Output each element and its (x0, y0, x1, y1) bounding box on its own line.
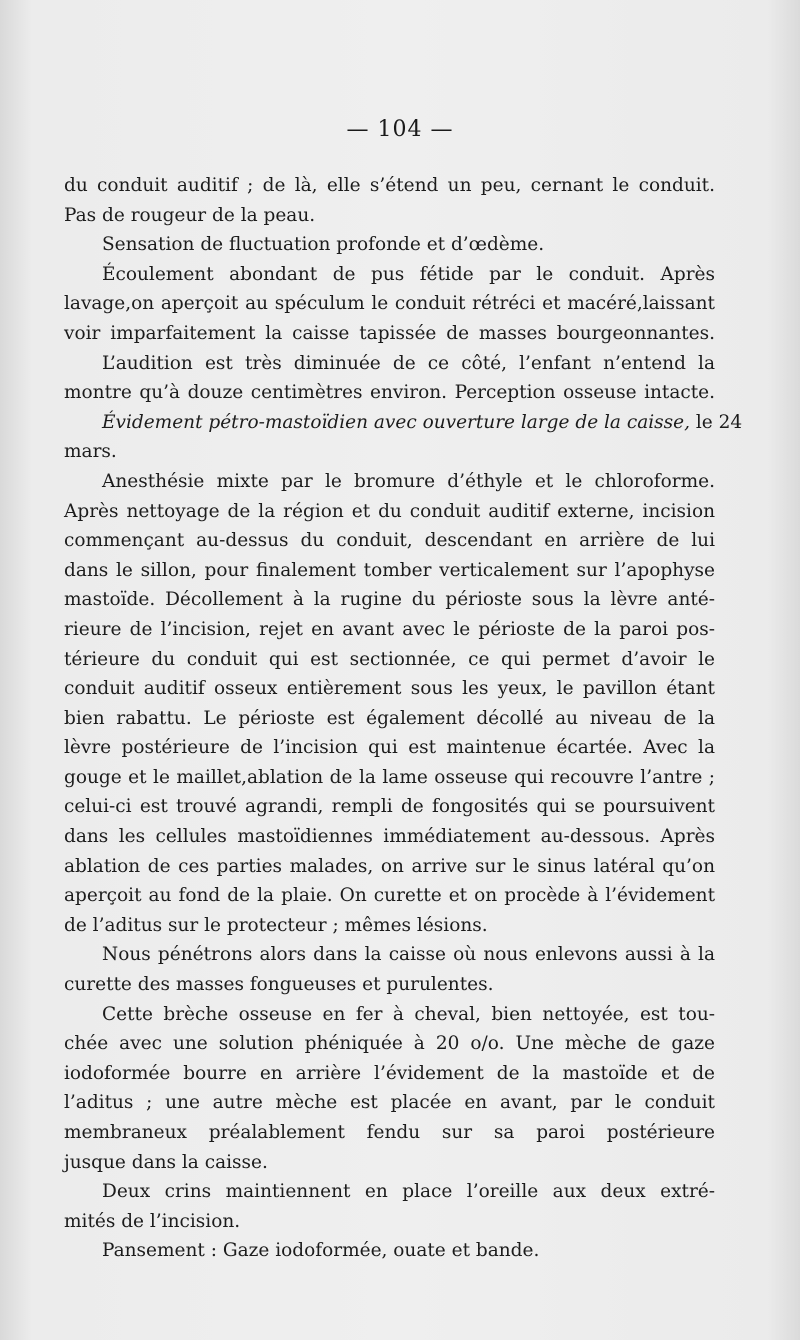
text-line: lèvre postérieure de l’incision qui est maintenue écartée. Avec la (64, 737, 715, 759)
text-line: mars. (64, 441, 117, 463)
text-line: Cette brèche osseuse en fer à cheval, bien nettoyée, est tou- (102, 1003, 715, 1025)
text-line: bien rabattu. Le périoste est également décollé au niveau de la (64, 707, 715, 729)
text-line: Anesthésie mixte par le bromure d’éthyle et le chloroforme. (102, 470, 715, 492)
text-line: mités de l’incision. (64, 1210, 241, 1232)
italic-text: Évidement pétro-mastoïdien avec ouverture large de la caisse, (102, 411, 690, 433)
text-line: Sensation de fluctuation profonde et d’œdème. (102, 234, 545, 256)
text-line: Nous pénétrons alors dans la caisse où nous enlevons aussi à la (102, 944, 715, 966)
text-span: le 24 (689, 411, 743, 433)
text-line: aperçoit au fond de la plaie. On curette et on procède à l’évidement (64, 885, 715, 907)
text-line: conduit auditif osseux entièrement sous les yeux, le pavillon étant (64, 678, 715, 700)
text-line: gouge et le maillet,ablation de la lame osseuse qui recouvre l’antre ; (64, 766, 715, 788)
text-line: du conduit auditif ; de là, elle s’étend un peu, cernant le conduit. (64, 175, 715, 196)
text-line: Écoulement abondant de pus fétide par le conduit. Après (102, 263, 715, 285)
text-line: Après nettoyage de la région et du conduit auditif externe, incision (64, 500, 715, 522)
text-line: lavage,on aperçoit au spéculum le conduit rétréci et macéré,laissant (64, 293, 715, 315)
text-line: mastoïde. Décollement à la rugine du périoste sous la lèvre anté- (64, 589, 715, 611)
text-line: l’aditus ; une autre mèche est placée en avant, par le conduit (64, 1092, 715, 1114)
body-text (64, 171, 743, 1266)
text-line: celui-ci est trouvé agrandi, rempli de fongosités qui se poursuivent (64, 796, 715, 818)
text-line: montre qu’à douze centimètres environ. Perception osseuse intacte. (64, 382, 715, 404)
text-line: chée avec une solution phéniquée à 20 o/o. Une mèche de gaze (64, 1033, 715, 1055)
text-line: ablation de ces parties malades, on arrive sur le sinus latéral qu’on (64, 855, 715, 877)
page-number: — 104 — (346, 117, 454, 142)
text-line: jusque dans la caisse. (64, 1151, 268, 1173)
text-line: commençant au-dessus du conduit, descendant en arrière de lui (64, 530, 715, 552)
text-line: curette des masses fongueuses et purulentes. (64, 974, 494, 996)
text-line: iodoformée bourre en arrière l’évidement de la mastoïde et de (64, 1062, 715, 1084)
text-line: Pas de rougeur de la peau. (64, 204, 316, 226)
text-line: dans le sillon, pour finalement tomber verticalement sur l’apophyse (64, 559, 715, 581)
text-line: dans les cellules mastoïdiennes immédiatement au-dessous. Après (64, 826, 715, 848)
text-line: membraneux préalablement fendu sur sa paroi postérieure (64, 1122, 715, 1143)
text-line: Pansement : Gaze iodoformée, ouate et bande. (102, 1240, 540, 1262)
text-line: de l’aditus sur le protecteur ; mêmes lésions. (64, 914, 488, 936)
text-line: térieure du conduit qui est sectionnée, ce qui permet d’avoir le (64, 648, 715, 670)
text-line: voir imparfaitement la caisse tapissée de masses bourgeonnantes. (64, 322, 715, 344)
text-line: rieure de l’incision, rejet en avant avec le périoste de la paroi pos- (64, 618, 715, 640)
text-line (64, 408, 743, 438)
text-line: L’audition est très diminuée de ce côté, l’enfant n’entend la (102, 352, 715, 374)
text-line: Deux crins maintiennent en place l’oreille aux deux extré- (102, 1181, 715, 1203)
